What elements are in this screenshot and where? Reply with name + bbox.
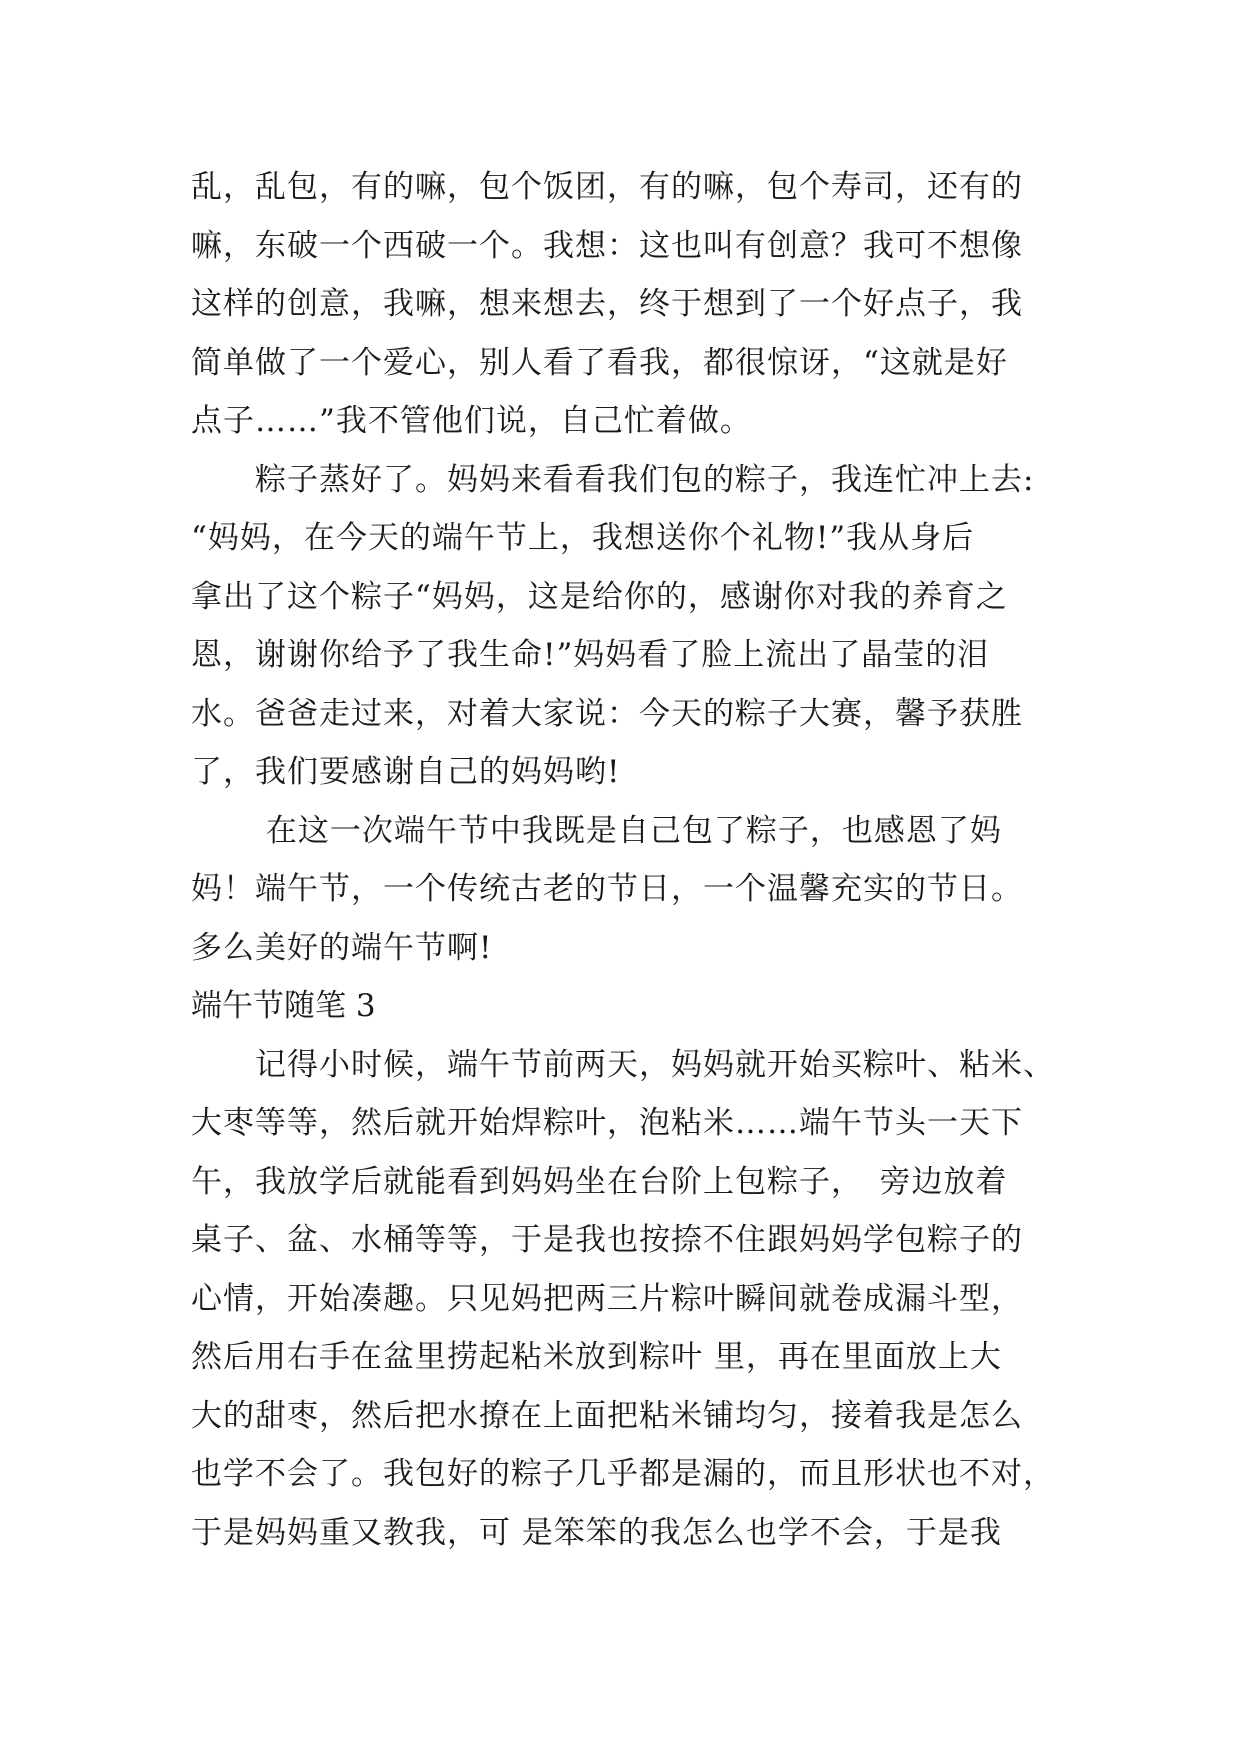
- text-line: 于是妈妈重又教我，可 是笨笨的我怎么也学不会，于是我: [191, 1514, 1002, 1551]
- text-line: 也学不会了。我包好的粽子几乎都是漏的，而且形状也不对，: [191, 1456, 1055, 1492]
- text-line: 点子……”我不管他们说，自己忙着做。: [191, 403, 752, 439]
- text-line: 了，我们要感谢自己的妈妈哟!: [191, 754, 621, 790]
- text-line: 这样的创意，我嘛，想来想去，终于想到了一个好点子，我: [191, 286, 1023, 322]
- text-line: 心情，开始凑趣。只见妈把两三片粽叶瞬间就卷成漏斗型，: [191, 1280, 1023, 1317]
- text-line: “妈妈，在今天的端午节上，我想送你个礼物!”我从身后: [191, 520, 975, 556]
- text-line: 然后用右手在盆里捞起粘米放到粽叶 里，再在里面放上大: [191, 1339, 1002, 1375]
- text-line: 记得小时候，端午节前两天，妈妈就开始买粽叶、粘米、: [191, 1046, 1055, 1083]
- text-line: 恩，谢谢你给予了我生命!”妈妈看了脸上流出了晶莹的泪: [191, 637, 990, 673]
- text-line: 大的甜枣，然后把水撩在上面把粘米铺均匀，接着我是怎么: [191, 1397, 1023, 1434]
- text-line: 午，我放学后就能看到妈妈坐在台阶上包粽子， 旁边放着: [191, 1163, 1008, 1200]
- text-line: 大枣等等，然后就开始焊粽叶，泡粘米……端午节头一天下: [191, 1105, 1023, 1141]
- text-line: 水。爸爸走过来，对着大家说：今天的粽子大赛，馨予获胜: [191, 695, 1023, 732]
- section-heading: 端午节随笔 3: [191, 988, 376, 1024]
- text-line: 乱，乱包，有的嘛，包个饭团，有的嘛，包个寿司，还有的: [191, 169, 1023, 205]
- text-line: 简单做了一个爱心，别人看了看我，都很惊讶，“这就是好: [191, 344, 1008, 381]
- text-line: 嘛，东破一个西破一个。我想：这也叫有创意？我可不想像: [191, 227, 1023, 264]
- text-line: 桌子、盆、水桶等等，于是我也按捺不住跟妈妈学包粽子的: [191, 1222, 1023, 1258]
- text-line: 粽子蒸好了。妈妈来看看我们包的粽子，我连忙冲上去:: [191, 461, 1035, 498]
- text-line: 在这一次端午节中我既是自己包了粽子，也感恩了妈: [191, 812, 1002, 849]
- text-line: 拿出了这个粽子“妈妈，这是给你的，感谢你对我的养育之: [191, 578, 1008, 615]
- document-body: [191, 158, 1071, 1562]
- text-line: 多么美好的端午节啊!: [191, 929, 493, 966]
- text-line: 妈！端午节，一个传统古老的节日，一个温馨充实的节日。: [191, 871, 1023, 907]
